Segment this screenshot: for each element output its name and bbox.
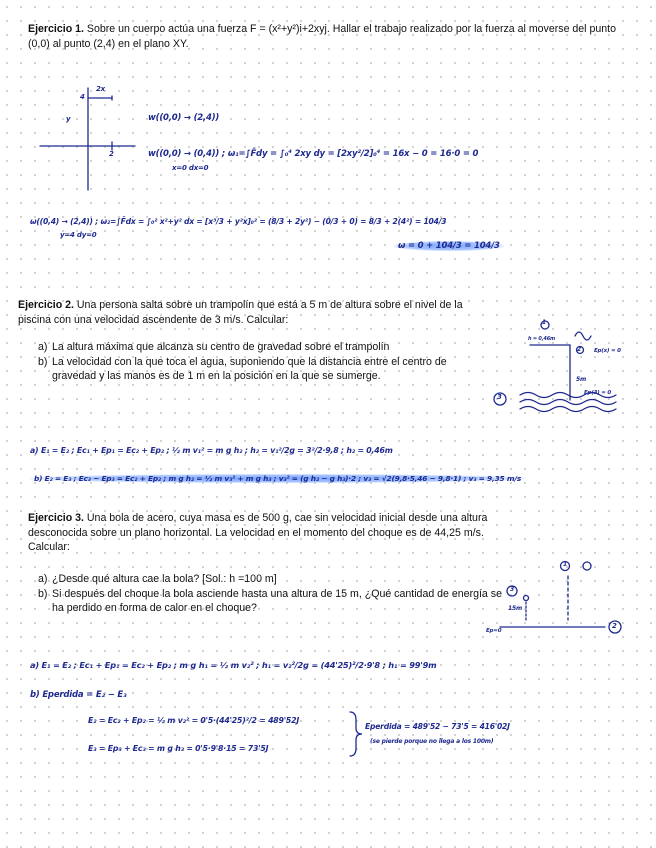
ej3-item-b: b) Si después del choque la bola asciende hasta una altura de 15 m, ¿Qué cantidad de energía se ha perdido en forma de calor en el choque? <box>38 587 502 614</box>
ej2-statement <box>18 298 488 327</box>
ej3-items <box>28 572 502 616</box>
ej3-diag-ep0: Ep=0 <box>486 628 502 634</box>
ej2-diag-5m: 5m <box>576 376 587 383</box>
ej1-w1: w((0,0) → (2,4)) <box>148 113 220 123</box>
ej1-label-4: 4 <box>80 93 85 101</box>
ej3-answer-b-title: b) Eperdida = E₂ − E₃ <box>30 690 127 700</box>
ej3-e2: E₂ = Ec₂ + Ep₂ = ½ m v₂² = 0'5·(44'25)²/2 = 489'52J <box>88 716 300 725</box>
ej3-result: Eperdida = 489'52 − 73'5 = 416'02J <box>365 722 510 731</box>
ej1-w-total-highlight: ω = 0 + 104/3 = 104/3 <box>394 241 504 251</box>
ej2-text: Una persona salta sobre un trampolín que está a 5 m de altura sobre el nivel de la piscina con una velocidad ascendente de 3 m/s. Calcular: <box>18 299 463 326</box>
ej1-w3: ω((0,4) → (2,4)) ; ω₂=∫F̄dx = ∫₀² x²+y² dx = [x³/3 + y²x]₀² = (8/3 + 2y²) − (0/3 + 0) = 8/3 + 2(4²) = 104/3 <box>30 217 447 226</box>
ej3-answer-a: a) E₁ = E₂ ; Ec₁ + Ep₁ = Ec₂ + Ep₂ ; m g h₁ = ½ m v₂² ; h₁ = v₂²/2g = (44'25)²/2·9'8 ; h₁ = 99'9m <box>30 660 437 670</box>
ej3-statement <box>28 511 502 555</box>
ej3-diag-2: 2 <box>612 622 617 630</box>
ej1-text: Sobre un cuerpo actúa una fuerza F = (x²+y²)i+2xyj. Hallar el trabajo realizado por la fuerza al moverse del punto (0,0) al punto (2,4) en el plano XY. <box>28 23 616 50</box>
ej3-e3: E₃ = Ep₃ + Ec₃ = m g h₃ = 0'5·9'8·15 = 73'5J <box>88 744 269 753</box>
ej1-w3-sub: y=4 dy=0 <box>60 231 97 239</box>
ej3-item-a: a) ¿Desde qué altura cae la bola? [Sol.: h =100 m] <box>38 573 277 585</box>
ej1-title: Ejercicio 1. <box>28 23 84 35</box>
ej1-label-2x: 2x <box>96 85 105 93</box>
ej2-diag-2: 2 <box>577 346 581 353</box>
ej3-ball-circle <box>583 562 591 570</box>
ej3-diag-3: 3 <box>510 586 514 593</box>
ej3-note: (se pierde porque no llega a los 100m) <box>370 738 494 745</box>
ej3-text: Una bola de acero, cuya masa es de 500 g, cae sin velocidad inicial desde una altura desconocida sobre un plano horizontal. La velocidad en el momento del choque es de 44,25 m/s. Calcular: <box>28 512 488 553</box>
ej2-diag-ep2: Ep(3) = 0 <box>584 390 612 396</box>
ej2-diag-ep1: Ep(x) = 0 <box>594 348 621 354</box>
ej2-item-b: b) La velocidad con la que toca el agua, suponiendo que la distancia entre el centro de gravedad y las manos es de 1 m en la posición en la que se sumerge. <box>38 355 447 382</box>
ej2-item-a: a) La altura máxima que alcanza su centro de gravedad sobre el trampolín <box>38 341 390 353</box>
ej3-title: Ejercicio 3. <box>28 512 84 524</box>
ej1-label-2: 2 <box>109 150 114 158</box>
ej2-diag-3: 3 <box>497 393 502 401</box>
ej2-diag-1: 1 <box>542 319 546 326</box>
ej1-label-y: y <box>66 115 71 123</box>
ej3-diag-15m: 15m <box>508 605 523 612</box>
ej1-w2: w((0,0) → (0,4)) ; ω₁=∫F̄dy = ∫₀⁴ 2xy dy = [2xy²/2]₀⁴ = 16x − 0 = 16·0 = 0 <box>148 149 479 159</box>
ej1-w2-sub: x=0 dx=0 <box>172 164 209 172</box>
ej1-w-total <box>394 241 504 251</box>
ej3-diag-1: 1 <box>563 561 567 568</box>
ej3-brace <box>350 712 362 756</box>
ej2-answer-b: b) E₂ = E₃ ; Ec₃ − Ep₃ = Ec₂ + Ep₂ ; m g h₂ = ½ m v₃² + m g h₃ ; v₃² = (g h₂ − g h₃)·2 ; v₃ = √2(9,8·5,46 − 9,8·1) ; v₃ = 9,35 m/s <box>30 474 525 483</box>
ej2-items <box>28 340 488 384</box>
ej2-answer-a: a) E₁ = E₂ ; Ec₁ + Ep₁ = Ec₂ + Ep₂ ; ½ m v₁² = m g h₂ ; h₂ = v₁²/2g = 3²/2·9,8 ; h₂ = 0,46m <box>30 446 393 455</box>
ej2-diag-h: h = 0,46m <box>528 336 555 342</box>
ej2-title: Ejercicio 2. <box>18 299 74 311</box>
